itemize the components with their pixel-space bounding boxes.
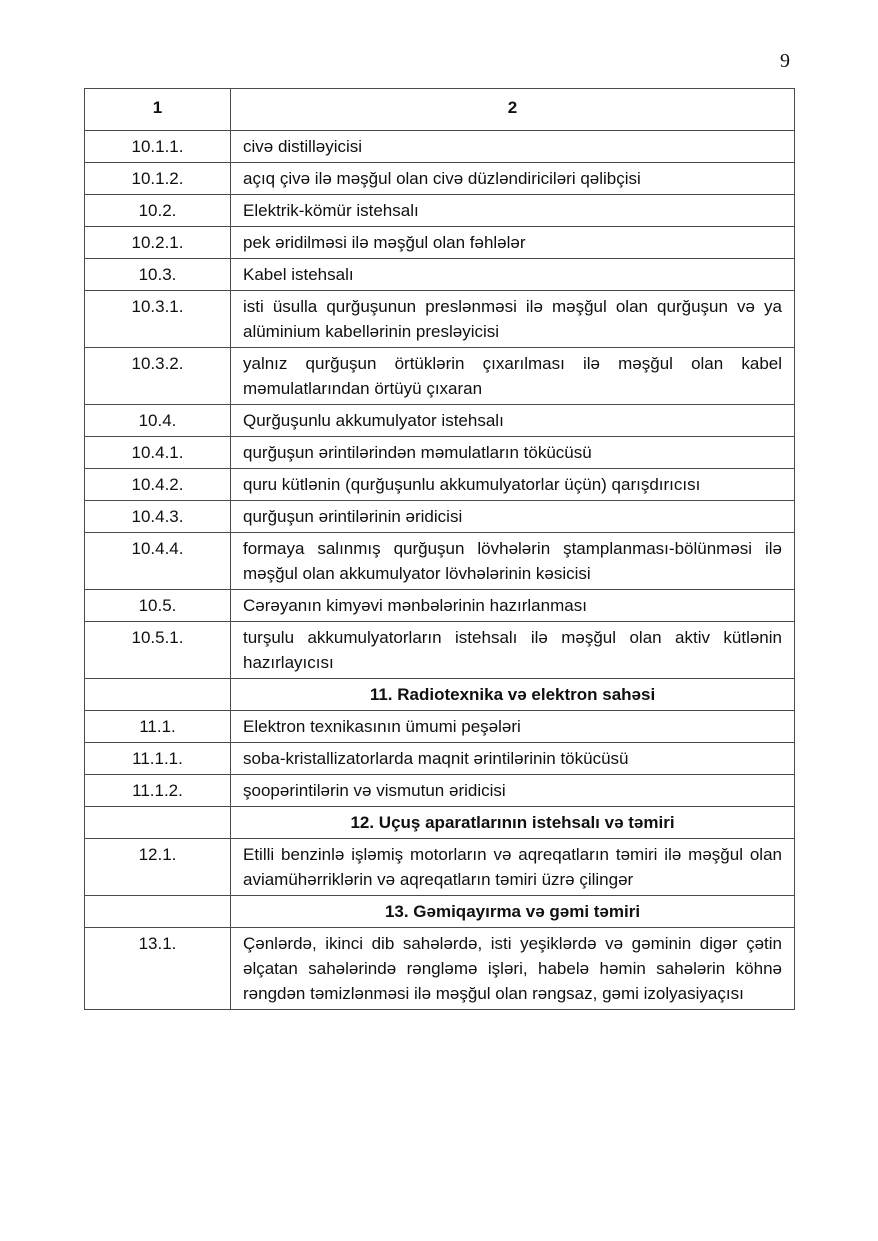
row-text: pek əridilməsi ilə məşğul olan fəhlələr bbox=[231, 227, 795, 259]
table-row bbox=[85, 622, 795, 679]
row-code: 10.3.1. bbox=[85, 291, 231, 348]
row-text: 11. Radiotexnika və elektron sahəsi bbox=[231, 679, 795, 711]
row-text: Çənlərdə, ikinci dib sahələrdə, isti yeşiklərdə və gəminin digər çətin əlçatan sahələrində rəngləmə işləri, habelə həmin sahələrin köhnə rəngdən təmizlənməsi ilə məşğul olan rəngsaz, gəmi izolyasiyaçısı bbox=[231, 928, 795, 1010]
row-text: qurğuşun ərintilərinin əridicisi bbox=[231, 501, 795, 533]
row-code: 10.2. bbox=[85, 195, 231, 227]
page-number: 9 bbox=[780, 50, 790, 72]
row-code: 10.2.1. bbox=[85, 227, 231, 259]
row-text: qurğuşun ərintilərindən məmulatların tökücüsü bbox=[231, 437, 795, 469]
row-text: formaya salınmış qurğuşun lövhələrin ştamplanması-bölünməsi ilə məşğul olan akkumulyator lövhələrinin kəsicisi bbox=[231, 533, 795, 590]
table-row bbox=[85, 711, 795, 743]
row-code: 10.5. bbox=[85, 590, 231, 622]
row-code bbox=[85, 807, 231, 839]
row-text: Kabel istehsalı bbox=[231, 259, 795, 291]
row-code: 10.5.1. bbox=[85, 622, 231, 679]
row-text: soba-kristallizatorlarda maqnit ərintilərinin tökücüsü bbox=[231, 743, 795, 775]
row-code: 10.4.3. bbox=[85, 501, 231, 533]
row-text: Elektrik-kömür istehsalı bbox=[231, 195, 795, 227]
section-header-row bbox=[85, 679, 795, 711]
row-code bbox=[85, 679, 231, 711]
row-code: 10.1.1. bbox=[85, 131, 231, 163]
section-header-row bbox=[85, 896, 795, 928]
row-code: 13.1. bbox=[85, 928, 231, 1010]
table-row bbox=[85, 501, 795, 533]
table-row bbox=[85, 533, 795, 590]
professions-table bbox=[84, 88, 795, 1010]
row-text: Qurğuşunlu akkumulyator istehsalı bbox=[231, 405, 795, 437]
table-row bbox=[85, 743, 795, 775]
row-text: yalnız qurğuşun örtüklərin çıxarılması ilə məşğul olan kabel məmulatlarından örtüyü çıxaran bbox=[231, 348, 795, 405]
row-text: 13. Gəmiqayırma və gəmi təmiri bbox=[231, 896, 795, 928]
table-row bbox=[85, 469, 795, 501]
row-code bbox=[85, 896, 231, 928]
row-code: 11.1.1. bbox=[85, 743, 231, 775]
row-text: açıq çivə ilə məşğul olan civə düzləndiriciləri qəlibçisi bbox=[231, 163, 795, 195]
row-code: 10.4.1. bbox=[85, 437, 231, 469]
row-code: 10.1.2. bbox=[85, 163, 231, 195]
table-row bbox=[85, 928, 795, 1010]
row-code: 10.4. bbox=[85, 405, 231, 437]
row-text: 12. Uçuş aparatlarının istehsalı və təmiri bbox=[231, 807, 795, 839]
table-row bbox=[85, 227, 795, 259]
section-header-row bbox=[85, 807, 795, 839]
row-text: Cərəyanın kimyəvi mənbələrinin hazırlanması bbox=[231, 590, 795, 622]
row-code: 11.1.2. bbox=[85, 775, 231, 807]
column-header-description: 2 bbox=[231, 89, 795, 131]
row-text: Elektron texnikasının ümumi peşələri bbox=[231, 711, 795, 743]
table-row bbox=[85, 405, 795, 437]
table-row bbox=[85, 590, 795, 622]
row-text: Etilli benzinlə işləmiş motorların və aqreqatların təmiri ilə məşğul olan aviamühərriklərin və aqreqatların təmiri üzrə çilingər bbox=[231, 839, 795, 896]
table-row bbox=[85, 131, 795, 163]
row-text: civə distilləyicisi bbox=[231, 131, 795, 163]
table-row bbox=[85, 195, 795, 227]
row-text: şoopərintilərin və vismutun əridicisi bbox=[231, 775, 795, 807]
row-code: 11.1. bbox=[85, 711, 231, 743]
row-code: 10.3. bbox=[85, 259, 231, 291]
row-code: 12.1. bbox=[85, 839, 231, 896]
row-code: 10.4.4. bbox=[85, 533, 231, 590]
row-text: turşulu akkumulyatorların istehsalı ilə məşğul olan aktiv kütlənin hazırlayıcısı bbox=[231, 622, 795, 679]
row-code: 10.3.2. bbox=[85, 348, 231, 405]
table-row bbox=[85, 348, 795, 405]
table-row bbox=[85, 437, 795, 469]
table-row bbox=[85, 163, 795, 195]
row-text: isti üsulla qurğuşunun preslənməsi ilə məşğul olan qurğuşun və ya alüminium kabellərinin presləyicisi bbox=[231, 291, 795, 348]
table-row bbox=[85, 775, 795, 807]
table-header-row bbox=[85, 89, 795, 131]
row-code: 10.4.2. bbox=[85, 469, 231, 501]
table-row bbox=[85, 259, 795, 291]
column-header-code: 1 bbox=[85, 89, 231, 131]
row-text: quru kütlənin (qurğuşunlu akkumulyatorlar üçün) qarışdırıcısı bbox=[231, 469, 795, 501]
table-row bbox=[85, 839, 795, 896]
table-row bbox=[85, 291, 795, 348]
